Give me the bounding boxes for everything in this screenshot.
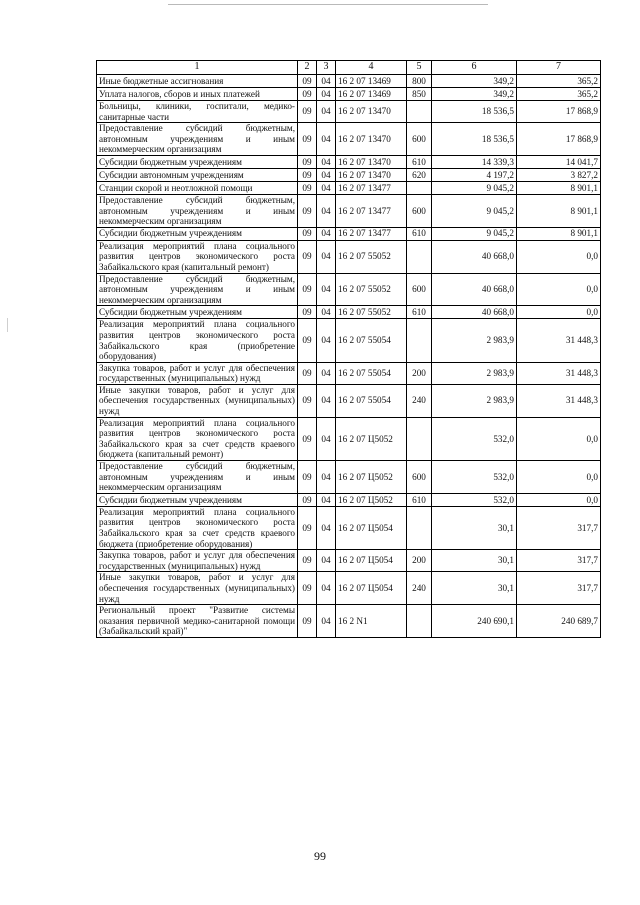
row-target-code-cell: 16 2 07 Ц5054 <box>336 506 407 549</box>
budget-table <box>96 60 601 638</box>
row-amount-col6-cell: 18 536,5 <box>432 101 517 123</box>
table-row <box>97 273 601 306</box>
table-row <box>97 384 601 417</box>
row-subsection-cell: 04 <box>317 461 336 494</box>
scan-margin-mark <box>7 318 8 332</box>
row-amount-col6-cell: 9 045,2 <box>432 227 517 240</box>
row-section-cell: 09 <box>298 194 317 227</box>
row-expense-type-cell <box>407 506 432 549</box>
row-amount-col7-cell: 14 041,7 <box>517 155 601 168</box>
row-amount-col6-cell: 349,2 <box>432 88 517 101</box>
row-name-cell: Реализация мероприятий плана социального развития центров экономического роста Забайкальского края (приобретение оборудования) <box>97 319 298 362</box>
row-subsection-cell: 04 <box>317 194 336 227</box>
row-amount-col6-cell: 532,0 <box>432 461 517 494</box>
table-row <box>97 493 601 506</box>
row-section-cell: 09 <box>298 506 317 549</box>
row-amount-col6-cell: 349,2 <box>432 75 517 88</box>
row-subsection-cell: 04 <box>317 319 336 362</box>
table-row <box>97 417 601 460</box>
row-expense-type-cell <box>407 101 432 123</box>
row-subsection-cell: 04 <box>317 306 336 319</box>
row-subsection-cell: 04 <box>317 101 336 123</box>
table-row <box>97 75 601 88</box>
row-amount-col6-cell: 4 197,2 <box>432 168 517 181</box>
table-row <box>97 306 601 319</box>
row-section-cell: 09 <box>298 88 317 101</box>
row-name-cell: Субсидии бюджетным учреждениям <box>97 155 298 168</box>
row-subsection-cell: 04 <box>317 123 336 156</box>
row-name-cell: Реализация мероприятий плана социального развития центров экономического роста Забайкальского края (капитальный ремонт) <box>97 240 298 273</box>
row-section-cell: 09 <box>298 362 317 384</box>
row-amount-col7-cell: 8 901,1 <box>517 181 601 194</box>
row-amount-col7-cell: 0,0 <box>517 461 601 494</box>
table-body <box>97 75 601 638</box>
row-subsection-cell: 04 <box>317 227 336 240</box>
row-subsection-cell: 04 <box>317 88 336 101</box>
row-expense-type-cell: 600 <box>407 194 432 227</box>
table-row <box>97 88 601 101</box>
table-row <box>97 240 601 273</box>
row-subsection-cell: 04 <box>317 550 336 572</box>
row-amount-col6-cell: 2 983,9 <box>432 384 517 417</box>
row-section-cell: 09 <box>298 605 317 638</box>
row-amount-col6-cell: 18 536,5 <box>432 123 517 156</box>
row-expense-type-cell: 600 <box>407 273 432 306</box>
page-number: 99 <box>314 849 326 863</box>
row-section-cell: 09 <box>298 550 317 572</box>
header-col-2: 2 <box>298 61 317 75</box>
row-amount-col6-cell: 532,0 <box>432 417 517 460</box>
row-amount-col6-cell: 40 668,0 <box>432 240 517 273</box>
row-amount-col7-cell: 31 448,3 <box>517 319 601 362</box>
table-row <box>97 227 601 240</box>
row-section-cell: 09 <box>298 384 317 417</box>
row-subsection-cell: 04 <box>317 181 336 194</box>
row-target-code-cell: 16 2 07 Ц5054 <box>336 550 407 572</box>
row-target-code-cell: 16 2 07 55052 <box>336 306 407 319</box>
row-amount-col7-cell: 317,7 <box>517 506 601 549</box>
table-header <box>97 61 601 75</box>
row-subsection-cell: 04 <box>317 240 336 273</box>
row-amount-col7-cell: 0,0 <box>517 240 601 273</box>
row-expense-type-cell: 240 <box>407 572 432 605</box>
table-row <box>97 194 601 227</box>
row-section-cell: 09 <box>298 75 317 88</box>
table-row <box>97 605 601 638</box>
row-name-cell: Предоставление субсидий бюджетным, автономным учреждениям и иным некоммерческим организациям <box>97 273 298 306</box>
table-row <box>97 550 601 572</box>
row-section-cell: 09 <box>298 240 317 273</box>
row-subsection-cell: 04 <box>317 493 336 506</box>
row-expense-type-cell <box>407 319 432 362</box>
row-section-cell: 09 <box>298 168 317 181</box>
row-expense-type-cell <box>407 417 432 460</box>
row-amount-col6-cell: 30,1 <box>432 550 517 572</box>
row-section-cell: 09 <box>298 181 317 194</box>
row-name-cell: Субсидии бюджетным учреждениям <box>97 227 298 240</box>
row-amount-col7-cell: 240 689,7 <box>517 605 601 638</box>
row-target-code-cell: 16 2 07 55052 <box>336 273 407 306</box>
row-amount-col7-cell: 0,0 <box>517 493 601 506</box>
row-amount-col6-cell: 9 045,2 <box>432 181 517 194</box>
row-section-cell: 09 <box>298 273 317 306</box>
row-target-code-cell: 16 2 07 13469 <box>336 75 407 88</box>
row-name-cell: Закупка товаров, работ и услуг для обеспечения государственных (муниципальных) нужд <box>97 550 298 572</box>
row-section-cell: 09 <box>298 461 317 494</box>
row-amount-col7-cell: 17 868,9 <box>517 123 601 156</box>
row-target-code-cell: 16 2 07 13470 <box>336 168 407 181</box>
row-amount-col7-cell: 3 827,2 <box>517 168 601 181</box>
row-name-cell: Станции скорой и неотложной помощи <box>97 181 298 194</box>
row-subsection-cell: 04 <box>317 75 336 88</box>
row-section-cell: 09 <box>298 101 317 123</box>
row-subsection-cell: 04 <box>317 384 336 417</box>
row-expense-type-cell: 850 <box>407 88 432 101</box>
row-expense-type-cell: 600 <box>407 123 432 156</box>
row-subsection-cell: 04 <box>317 155 336 168</box>
row-amount-col6-cell: 40 668,0 <box>432 306 517 319</box>
row-target-code-cell: 16 2 N1 <box>336 605 407 638</box>
row-expense-type-cell <box>407 240 432 273</box>
row-name-cell: Региональный проект "Развитие системы оказания первичной медико-санитарной помощи (Забайкальский край)" <box>97 605 298 638</box>
row-target-code-cell: 16 2 07 Ц5054 <box>336 572 407 605</box>
row-section-cell: 09 <box>298 155 317 168</box>
row-section-cell: 09 <box>298 572 317 605</box>
row-subsection-cell: 04 <box>317 572 336 605</box>
row-expense-type-cell <box>407 605 432 638</box>
row-name-cell: Субсидии бюджетным учреждениям <box>97 493 298 506</box>
header-col-4: 4 <box>336 61 407 75</box>
header-col-3: 3 <box>317 61 336 75</box>
row-section-cell: 09 <box>298 227 317 240</box>
table-row <box>97 319 601 362</box>
row-amount-col7-cell: 0,0 <box>517 417 601 460</box>
row-expense-type-cell: 610 <box>407 227 432 240</box>
row-amount-col6-cell: 30,1 <box>432 506 517 549</box>
row-expense-type-cell <box>407 181 432 194</box>
row-target-code-cell: 16 2 07 Ц5052 <box>336 417 407 460</box>
row-subsection-cell: 04 <box>317 506 336 549</box>
row-amount-col7-cell: 365,2 <box>517 75 601 88</box>
row-target-code-cell: 16 2 07 13477 <box>336 194 407 227</box>
row-name-cell: Предоставление субсидий бюджетным, автономным учреждениям и иным некоммерческим организациям <box>97 123 298 156</box>
row-target-code-cell: 16 2 07 13470 <box>336 123 407 156</box>
row-target-code-cell: 16 2 07 55054 <box>336 319 407 362</box>
row-name-cell: Реализация мероприятий плана социального развития центров экономического роста Забайкальского края за счет средств краевого бюджета (капитальный ремонт) <box>97 417 298 460</box>
row-amount-col7-cell: 317,7 <box>517 550 601 572</box>
row-expense-type-cell: 240 <box>407 384 432 417</box>
header-col-6: 6 <box>432 61 517 75</box>
row-expense-type-cell: 600 <box>407 461 432 494</box>
row-subsection-cell: 04 <box>317 417 336 460</box>
header-col-1: 1 <box>97 61 298 75</box>
row-amount-col6-cell: 532,0 <box>432 493 517 506</box>
row-expense-type-cell: 200 <box>407 550 432 572</box>
row-amount-col7-cell: 31 448,3 <box>517 384 601 417</box>
row-section-cell: 09 <box>298 319 317 362</box>
row-expense-type-cell: 800 <box>407 75 432 88</box>
row-amount-col6-cell: 2 983,9 <box>432 319 517 362</box>
table-row <box>97 362 601 384</box>
row-amount-col7-cell: 17 868,9 <box>517 101 601 123</box>
table-row <box>97 461 601 494</box>
row-name-cell: Субсидии бюджетным учреждениям <box>97 306 298 319</box>
row-expense-type-cell: 610 <box>407 306 432 319</box>
row-amount-col6-cell: 30,1 <box>432 572 517 605</box>
row-target-code-cell: 16 2 07 13470 <box>336 101 407 123</box>
row-amount-col6-cell: 240 690,1 <box>432 605 517 638</box>
row-name-cell: Уплата налогов, сборов и иных платежей <box>97 88 298 101</box>
row-section-cell: 09 <box>298 306 317 319</box>
row-name-cell: Иные закупки товаров, работ и услуг для обеспечения государственных (муниципальных) нужд <box>97 572 298 605</box>
table-row <box>97 123 601 156</box>
top-scan-rule <box>168 4 488 5</box>
row-amount-col6-cell: 40 668,0 <box>432 273 517 306</box>
row-amount-col7-cell: 31 448,3 <box>517 362 601 384</box>
row-target-code-cell: 16 2 07 Ц5052 <box>336 461 407 494</box>
row-target-code-cell: 16 2 07 55054 <box>336 362 407 384</box>
row-target-code-cell: 16 2 07 Ц5052 <box>336 493 407 506</box>
row-section-cell: 09 <box>298 493 317 506</box>
table-row <box>97 181 601 194</box>
row-amount-col7-cell: 0,0 <box>517 273 601 306</box>
row-name-cell: Предоставление субсидий бюджетным, автономным учреждениям и иным некоммерческим организациям <box>97 194 298 227</box>
row-target-code-cell: 16 2 07 55052 <box>336 240 407 273</box>
row-name-cell: Субсидии автономным учреждениям <box>97 168 298 181</box>
header-col-5: 5 <box>407 61 432 75</box>
table-row <box>97 101 601 123</box>
table-row <box>97 155 601 168</box>
row-amount-col7-cell: 0,0 <box>517 306 601 319</box>
row-amount-col7-cell: 317,7 <box>517 572 601 605</box>
header-col-7: 7 <box>517 61 601 75</box>
row-section-cell: 09 <box>298 417 317 460</box>
row-name-cell: Иные закупки товаров, работ и услуг для обеспечения государственных (муниципальных) нужд <box>97 384 298 417</box>
row-name-cell: Больницы, клиники, госпитали, медико-санитарные части <box>97 101 298 123</box>
row-expense-type-cell: 610 <box>407 155 432 168</box>
row-expense-type-cell: 610 <box>407 493 432 506</box>
table-row <box>97 168 601 181</box>
row-name-cell: Иные бюджетные ассигнования <box>97 75 298 88</box>
row-amount-col7-cell: 8 901,1 <box>517 194 601 227</box>
row-name-cell: Реализация мероприятий плана социального развития центров экономического роста Забайкальского края за счет средств краевого бюджета (приобретение оборудования) <box>97 506 298 549</box>
row-expense-type-cell: 200 <box>407 362 432 384</box>
row-amount-col7-cell: 8 901,1 <box>517 227 601 240</box>
row-amount-col6-cell: 9 045,2 <box>432 194 517 227</box>
row-target-code-cell: 16 2 07 13477 <box>336 181 407 194</box>
row-amount-col6-cell: 14 339,3 <box>432 155 517 168</box>
row-expense-type-cell: 620 <box>407 168 432 181</box>
row-target-code-cell: 16 2 07 13470 <box>336 155 407 168</box>
table-row <box>97 572 601 605</box>
row-subsection-cell: 04 <box>317 362 336 384</box>
row-amount-col7-cell: 365,2 <box>517 88 601 101</box>
row-subsection-cell: 04 <box>317 605 336 638</box>
row-target-code-cell: 16 2 07 55054 <box>336 384 407 417</box>
row-subsection-cell: 04 <box>317 168 336 181</box>
table-row <box>97 506 601 549</box>
row-section-cell: 09 <box>298 123 317 156</box>
row-name-cell: Закупка товаров, работ и услуг для обеспечения государственных (муниципальных) нужд <box>97 362 298 384</box>
row-target-code-cell: 16 2 07 13477 <box>336 227 407 240</box>
row-subsection-cell: 04 <box>317 273 336 306</box>
row-amount-col6-cell: 2 983,9 <box>432 362 517 384</box>
row-name-cell: Предоставление субсидий бюджетным, автономным учреждениям и иным некоммерческим организациям <box>97 461 298 494</box>
row-target-code-cell: 16 2 07 13469 <box>336 88 407 101</box>
